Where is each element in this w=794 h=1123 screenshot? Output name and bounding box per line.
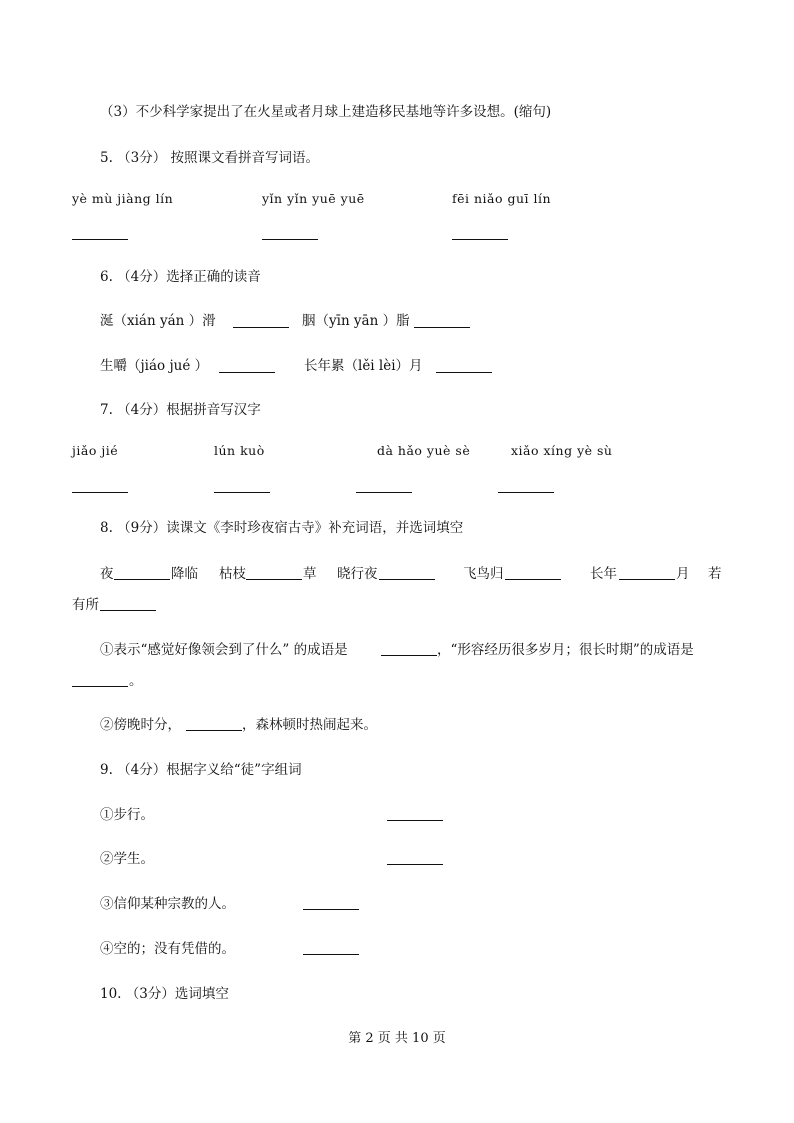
q9-blank-4[interactable] bbox=[303, 954, 359, 955]
q8-s2-a: ②傍晚时分， bbox=[100, 717, 181, 733]
q8-s1-b: ，“形容经历很多岁月；很长时期”的成语是 bbox=[437, 642, 694, 658]
q9-item-3: ③信仰某种宗教的人。 bbox=[100, 896, 235, 912]
q7-pinyin-4: xiǎo xíng yè sù bbox=[511, 443, 613, 458]
q8-w1a: 夜 bbox=[100, 566, 114, 582]
q7-pinyin-1: jiǎo jié bbox=[72, 443, 119, 458]
q7-pinyin-3: dà hǎo yuè sè bbox=[377, 443, 471, 458]
q9-item-2: ②学生。 bbox=[100, 851, 154, 867]
q8-w5a: 长年 bbox=[590, 566, 617, 582]
q6-r2b-text: 长年累（lěi lèi）月 bbox=[304, 358, 423, 374]
q6-row1-a bbox=[100, 312, 216, 330]
q9-blank-2[interactable] bbox=[387, 864, 443, 865]
q6-r1b-text: 胭（yīn yān ）脂 bbox=[302, 313, 410, 329]
q8-w1b: 降临 bbox=[171, 566, 198, 582]
q5-blank-2[interactable] bbox=[262, 239, 318, 240]
q6-title: 6. （4分）选择正确的读音 bbox=[100, 269, 261, 285]
q7-blank-2[interactable] bbox=[214, 492, 270, 493]
q7-blank-1[interactable] bbox=[72, 492, 128, 493]
q8-s2-b: ，森林顿时热闹起来。 bbox=[242, 717, 377, 733]
page-footer: 第 2 页 共 10 页 bbox=[348, 1031, 446, 1046]
q4-item3: （3）不少科学家提出了在火星或者月球上建造移民基地等许多设想。(缩句) bbox=[100, 104, 552, 120]
q7-pinyin-2: lún kuò bbox=[214, 443, 265, 458]
q6-row2-b bbox=[304, 357, 423, 375]
q6-r1a-text: 涎（xián yán ）滑 bbox=[100, 313, 216, 329]
q8-title: 8. （9分）读课文《李时珍夜宿古寺》补充词语，并选词填空 bbox=[100, 520, 464, 536]
q9-item-1: ①步行。 bbox=[100, 807, 154, 823]
q9-title: 9. （4分）根据字义给“徒”字组词 bbox=[100, 762, 302, 778]
q8-w6b: 有所 bbox=[72, 597, 99, 613]
q7-blank-3[interactable] bbox=[356, 492, 412, 493]
q7-title: 7. （4分）根据拼音写汉字 bbox=[100, 402, 261, 418]
q5-pinyin-2: yǐn yǐn yuē yuē bbox=[262, 191, 365, 206]
q8-blank-9[interactable] bbox=[186, 730, 242, 731]
q8-blank-2[interactable] bbox=[246, 579, 302, 580]
q6-row1-b bbox=[302, 312, 410, 330]
q6-blank-1[interactable] bbox=[233, 327, 289, 328]
q8-w2a: 枯枝 bbox=[219, 566, 246, 582]
q8-s1-end: 。 bbox=[129, 673, 143, 689]
q5-title: 5. （3分） 按照课文看拼音写词语。 bbox=[100, 150, 320, 166]
q8-blank-6[interactable] bbox=[100, 610, 156, 611]
q6-blank-3[interactable] bbox=[219, 372, 275, 373]
q6-blank-4[interactable] bbox=[436, 372, 492, 373]
q9-blank-1[interactable] bbox=[387, 820, 443, 821]
q7-blank-4[interactable] bbox=[498, 492, 554, 493]
q8-w6a: 若 bbox=[708, 566, 722, 582]
q8-w5b: 月 bbox=[676, 566, 690, 582]
q5-blank-1[interactable] bbox=[72, 239, 128, 240]
q8-w3a: 晓行夜 bbox=[337, 566, 378, 582]
q8-w4a: 飞鸟归 bbox=[463, 566, 504, 582]
q8-blank-3[interactable] bbox=[379, 579, 435, 580]
q8-blank-8[interactable] bbox=[72, 686, 128, 687]
q5-blank-3[interactable] bbox=[452, 239, 508, 240]
q8-w2b: 草 bbox=[303, 566, 317, 582]
q9-item-4: ④空的；没有凭借的。 bbox=[100, 941, 235, 957]
q6-blank-2[interactable] bbox=[414, 327, 470, 328]
q6-row2-a bbox=[100, 357, 208, 375]
q10-title: 10. （3分）选词填空 bbox=[100, 986, 229, 1002]
q5-pinyin-1: yè mù jiàng lín bbox=[72, 191, 174, 206]
q8-s1-a: ①表示“感觉好像领会到了什么” 的成语是 bbox=[100, 642, 348, 658]
q8-blank-4[interactable] bbox=[505, 579, 561, 580]
q9-blank-3[interactable] bbox=[303, 909, 359, 910]
q6-r2a-text: 生嚼（jiáo jué ） bbox=[100, 358, 209, 374]
q8-blank-7[interactable] bbox=[381, 655, 437, 656]
q5-pinyin-3: fēi niǎo guī lín bbox=[452, 191, 552, 206]
q8-blank-5[interactable] bbox=[619, 579, 675, 580]
q8-blank-1[interactable] bbox=[114, 579, 170, 580]
